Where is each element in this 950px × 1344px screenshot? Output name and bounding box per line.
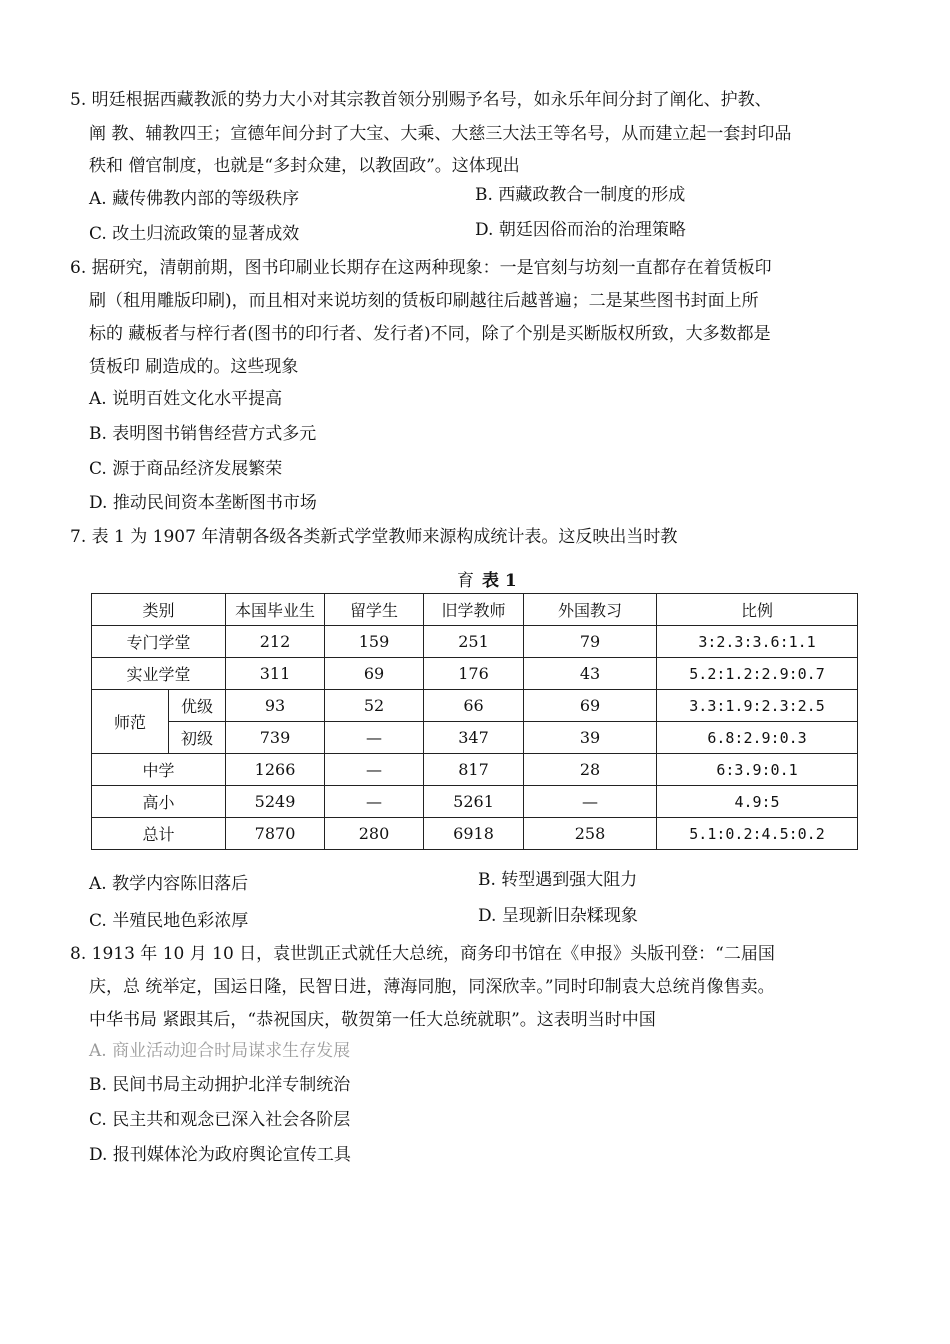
cell: 347 [424,722,524,754]
q8-option-a[interactable]: A. 商业活动迎合时局谋求生存发展 [89,1041,351,1061]
cell: — [524,786,657,818]
row-category: 初级 [169,722,226,754]
cell: 69 [524,690,657,722]
header-category: 类别 [92,594,226,626]
ratio-cell: 3.3:1.9:2.3:2.5 [657,690,858,722]
teacher-source-table [91,593,858,850]
q5-stem-line-2: 阐 教、辅教四王；宣德年间分封了大宝、大乘、大慈三大法王等名号，从而建立起一套封印品 [89,124,792,144]
cell: 176 [424,658,524,690]
q7-stem-line-1: 7. 表 1 为 1907 年清朝各级各类新式学堂教师来源构成统计表。这反映出当时教 [70,527,678,547]
q6-option-b[interactable]: B. 表明图书销售经营方式多元 [89,424,317,444]
cell: 817 [424,754,524,786]
ratio-cell: 3:2.3:3.6:1.1 [657,626,858,658]
q7-option-a[interactable]: A. 教学内容陈旧落后 [89,874,249,894]
q6-stem-line-1: 6. 据研究，清朝前期，图书印刷业长期存在这两种现象：一是官刻与坊刻一直都存在着赁板印 [70,258,772,278]
table-header-row [92,594,858,626]
cell: — [325,754,424,786]
cell: 5249 [226,786,325,818]
q8-stem-line-2: 庆，总 统举定，国运日隆，民智日进，薄海同胞，同深欣幸。”同时印制袁大总统肖像售卖。 [89,977,775,997]
q5-stem-line-3: 秩和 僧官制度，也就是“多封众建，以教固政”。这体现出 [89,156,520,176]
q8-option-d[interactable]: D. 报刊媒体沦为政府舆论宣传工具 [89,1145,351,1165]
table-row [92,786,858,818]
cell: 39 [524,722,657,754]
q7-option-c[interactable]: C. 半殖民地色彩浓厚 [89,911,249,931]
q5-option-a[interactable]: A. 藏传佛教内部的等级秩序 [89,189,300,209]
ratio-cell: 6.8:2.9:0.3 [657,722,858,754]
q6-stem-line-4: 赁板印 刷造成的。这些现象 [89,357,299,377]
table-caption [457,566,517,591]
table-row [92,658,858,690]
table-row-total [92,818,858,850]
cell: 258 [524,818,657,850]
q8-option-c[interactable]: C. 民主共和观念已深入社会各阶层 [89,1110,351,1130]
ratio-cell: 5.2:1.2:2.9:0.7 [657,658,858,690]
cell: 739 [226,722,325,754]
row-group-normal: 师范 [92,690,169,754]
row-category: 中学 [92,754,226,786]
q5-option-d[interactable]: D. 朝廷因俗而治的治理策略 [475,220,686,240]
q7-stem-tail: 育 [457,571,474,591]
q5-option-c[interactable]: C. 改土归流政策的显著成效 [89,224,300,244]
row-category: 高小 [92,786,226,818]
ratio-cell: 6:3.9:0.1 [657,754,858,786]
header-domestic-graduates: 本国毕业生 [226,594,325,626]
cell: 79 [524,626,657,658]
row-category: 优级 [169,690,226,722]
q6-option-d[interactable]: D. 推动民间资本垄断图书市场 [89,493,317,513]
cell: 52 [325,690,424,722]
q6-stem-line-3: 标的 藏板者与梓行者(图书的印行者、发行者)不同，除了个别是买断版权所致，大多数都是 [89,324,771,344]
header-returned-students: 留学生 [325,594,424,626]
row-category: 总计 [92,818,226,850]
q6-option-c[interactable]: C. 源于商品经济发展繁荣 [89,459,283,479]
table-title: 表 1 [482,571,517,591]
cell: — [325,786,424,818]
q6-stem-line-2: 刷（租用雕版印刷)，而且相对来说坊刻的赁板印刷越往后越普遍；二是某些图书封面上所 [89,291,759,311]
cell: 311 [226,658,325,690]
q7-option-d[interactable]: D. 呈现新旧杂糅现象 [478,906,638,926]
cell: 1266 [226,754,325,786]
q7-option-b[interactable]: B. 转型遇到强大阻力 [478,870,638,890]
q5-option-b[interactable]: B. 西藏政教合一制度的形成 [475,185,686,205]
cell: 159 [325,626,424,658]
q8-option-b[interactable]: B. 民间书局主动拥护北洋专制统治 [89,1075,351,1095]
cell: — [325,722,424,754]
table-row [92,754,858,786]
cell: 251 [424,626,524,658]
cell: 43 [524,658,657,690]
q6-option-a[interactable]: A. 说明百姓文化水平提高 [89,389,283,409]
q5-stem-line-1: 5. 明廷根据西藏教派的势力大小对其宗教首领分别赐予名号，如永乐年间分封了阐化、护教、 [70,90,772,110]
table-row [92,722,858,754]
q8-stem-line-1: 8. 1913 年 10 月 10 日，袁世凯正式就任大总统，商务印书馆在《申报》头版刊登：“二届国 [70,944,775,964]
table-row [92,690,858,722]
cell: 28 [524,754,657,786]
cell: 7870 [226,818,325,850]
cell: 280 [325,818,424,850]
ratio-cell: 4.9:5 [657,786,858,818]
cell: 212 [226,626,325,658]
header-ratio: 比例 [657,594,858,626]
cell: 66 [424,690,524,722]
cell: 69 [325,658,424,690]
table-row [92,626,858,658]
header-old-learning-teachers: 旧学教师 [424,594,524,626]
row-category: 专门学堂 [92,626,226,658]
row-category: 实业学堂 [92,658,226,690]
cell: 93 [226,690,325,722]
cell: 5261 [424,786,524,818]
header-foreign-instructors: 外国教习 [524,594,657,626]
q8-stem-line-3: 中华书局 紧跟其后，“恭祝国庆，敬贺第一任大总统就职”。这表明当时中国 [89,1010,656,1030]
ratio-cell: 5.1:0.2:4.5:0.2 [657,818,858,850]
cell: 6918 [424,818,524,850]
